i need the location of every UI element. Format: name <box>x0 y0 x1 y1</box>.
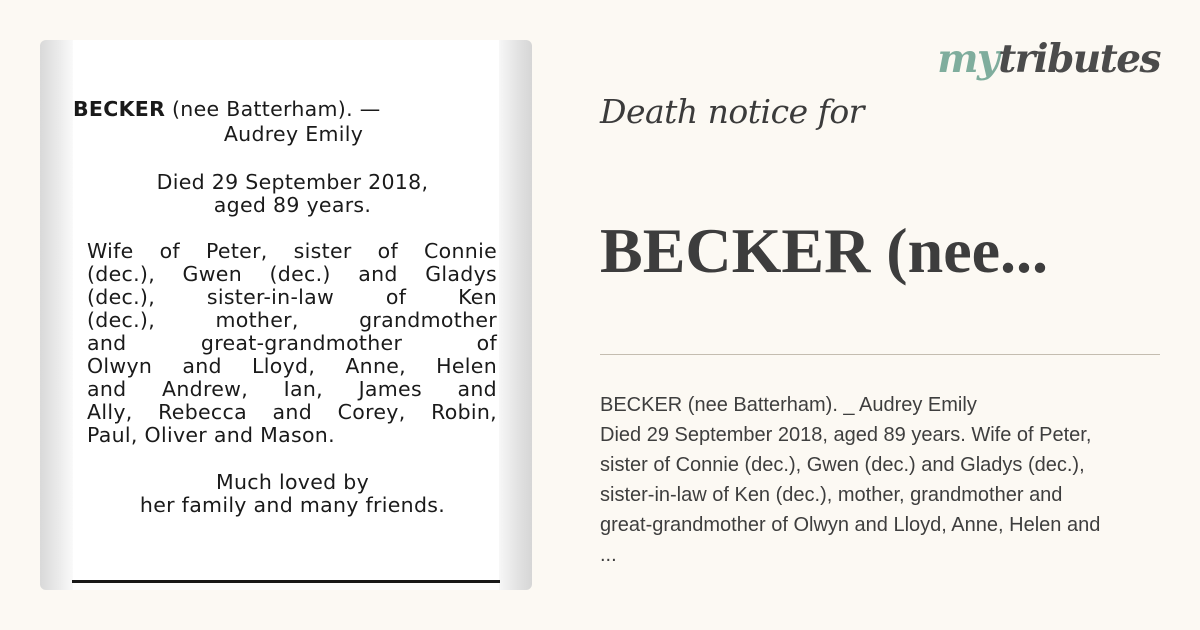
notice-died-line-1: Died 29 September 2018, <box>156 170 429 194</box>
deceased-name: BECKER (nee... <box>600 215 1048 286</box>
notice-given-names: Audrey Emily <box>223 122 364 146</box>
notice-body-line: (dec.), mother, grandmother <box>87 308 497 332</box>
notice-bottom-rule <box>72 580 500 583</box>
subtitle: Death notice for <box>600 92 864 131</box>
excerpt-line: sister of Connie (dec.), Gwen (dec.) and Gladys (dec.), <box>600 454 1085 476</box>
notice-body-line: (dec.), sister-in-law of Ken <box>87 285 497 309</box>
notice-body-line: Wife of Peter, sister of Connie <box>87 239 497 263</box>
excerpt-line: BECKER (nee Batterham). _ Audrey Emily <box>600 394 977 416</box>
notice-body-line: and great-grandmother of <box>87 331 497 355</box>
logo-tributes: tributes <box>998 36 1160 82</box>
notice-heading <box>73 98 381 121</box>
divider <box>600 354 1160 355</box>
notice-died-line-2: aged 89 years. <box>213 193 372 217</box>
notice-body-line: (dec.), Gwen (dec.) and Gladys <box>87 262 497 286</box>
mytributes-logo[interactable] <box>937 36 1160 82</box>
excerpt-line: ... <box>600 544 617 566</box>
excerpt-line: sister-in-law of Ken (dec.), mother, grandmother and <box>600 484 1063 506</box>
notice-body-line: Olwyn and Lloyd, Anne, Helen <box>87 354 497 378</box>
notice-excerpt <box>600 390 1180 570</box>
logo-my: my <box>937 36 999 82</box>
notice-surname: BECKER <box>73 97 166 121</box>
notice-heading-rest: (nee Batterham). — <box>165 97 381 121</box>
notice-closing-line-1: Much loved by <box>215 470 369 494</box>
notice-body <box>87 240 497 447</box>
notice-body-line: Paul, Oliver and Mason. <box>87 423 335 447</box>
notice-closing-line-2: her family and many friends. <box>139 493 446 517</box>
excerpt-line: great-grandmother of Olwyn and Lloyd, Anne, Helen and <box>600 514 1101 536</box>
excerpt-line: Died 29 September 2018, aged 89 years. Wife of Peter, <box>600 424 1092 446</box>
notice-body-line: Ally, Rebecca and Corey, Robin, <box>87 400 497 424</box>
notice-body-line: and Andrew, Ian, James and <box>87 377 497 401</box>
notice-image <box>40 40 532 590</box>
